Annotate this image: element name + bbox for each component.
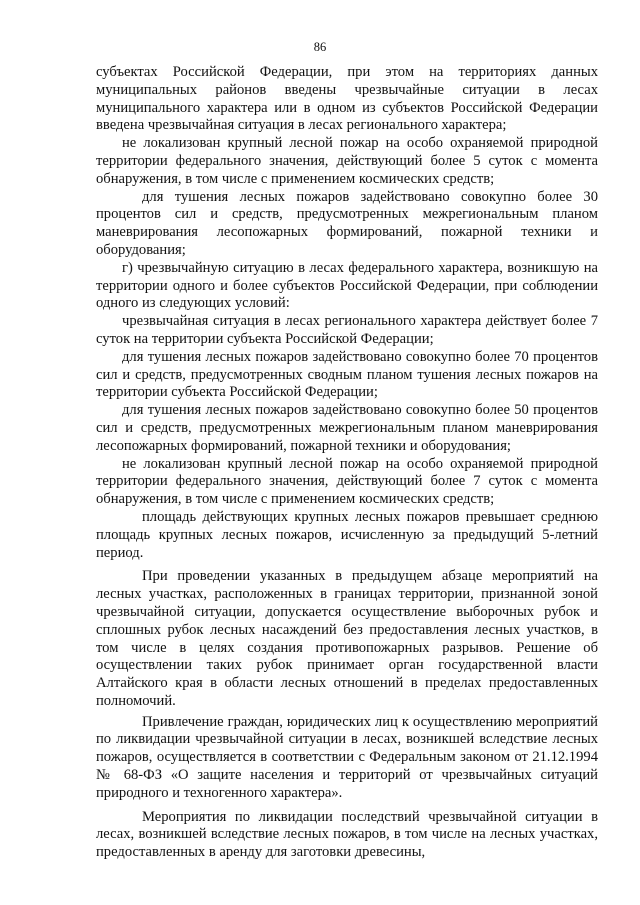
paragraph: площадь действующих крупных лесных пожаров превышает среднюю площадь крупных лесных пожаров, исчисленную за предыдущий 5-летний период. <box>96 508 598 561</box>
paragraph: не локализован крупный лесной пожар на особо охраняемой природной территории федерального значения, действующий более 5 суток с момента обнаружения, в том числе с применением космических средств; <box>96 135 598 187</box>
paragraph: чрезвычайная ситуация в лесах регионального характера действует более 7 суток на территории субъекта Российской Федерации; <box>96 313 598 347</box>
paragraph: Мероприятия по ликвидации последствий чрезвычайной ситуации в лесах, возникшей вследствие лесных пожаров, в том числе на лесных участках, предоставленных в аренду для заготовки древесины, <box>96 808 598 861</box>
paragraph: не локализован крупный лесной пожар на особо охраняемой природной территории федерального значения, действующий более 7 суток с момента обнаружения, в том числе с применением космических средств; <box>96 455 598 508</box>
paragraph: для тушения лесных пожаров задействовано совокупно более 70 процентов сил и средств, предусмотренных сводным планом тушения лесных пожаров на территории субъекта Российской Федерации; <box>96 348 598 401</box>
paragraph: Привлечение граждан, юридических лиц к осуществлению мероприятий по ликвидации чрезвычайной ситуации в лесах, возникшей вследствие лесных пожаров, осуществляется в соответствии с Федеральным законом от 21.12.1994 № 68-ФЗ «О защите населения и территорий от чрезвычайных ситуаций природного и техногенного характера». <box>96 713 598 801</box>
paragraph: г) чрезвычайную ситуацию в лесах федерального характера, возникшую на территории одного и более субъектов Российской Федерации, при соблюдении одного из следующих условий: <box>96 259 598 312</box>
document-body <box>96 64 598 862</box>
paragraph: для тушения лесных пожаров задействовано совокупно более 30 процентов сил и средств, предусмотренных межрегиональным планом маневрирования лесопожарных формирований, пожарной техники и оборудования; <box>96 188 598 258</box>
paragraph: для тушения лесных пожаров задействовано совокупно более 50 процентов сил и средств, предусмотренных межрегиональным планом маневрирования лесопожарных формирований, пожарной техники и оборудования; <box>96 402 598 454</box>
page-number: 86 <box>313 40 327 54</box>
paragraph: При проведении указанных в предыдущем абзаце мероприятий на лесных участках, расположенных в границах территории, признанной зоной чрезвычайной ситуации, допускается осуществление выборочных рубок и сплошных рубок лесных насаждений без предоставления лесных участков, в том числе в целях создания противопожарных разрывов. Решение об осуществлении таких рубок принимает орган государственной власти Алтайского края в области лесных отношений в пределах предоставленных полномочий. <box>96 568 598 709</box>
paragraph: субъектах Российской Федерации, при этом на территориях данных муниципальных районов введены чрезвычайные ситуации в лесах муниципального характера или в одном из субъектов Российской Федерации введена чрезвычайная ситуация в лесах регионального характера; <box>96 64 598 134</box>
